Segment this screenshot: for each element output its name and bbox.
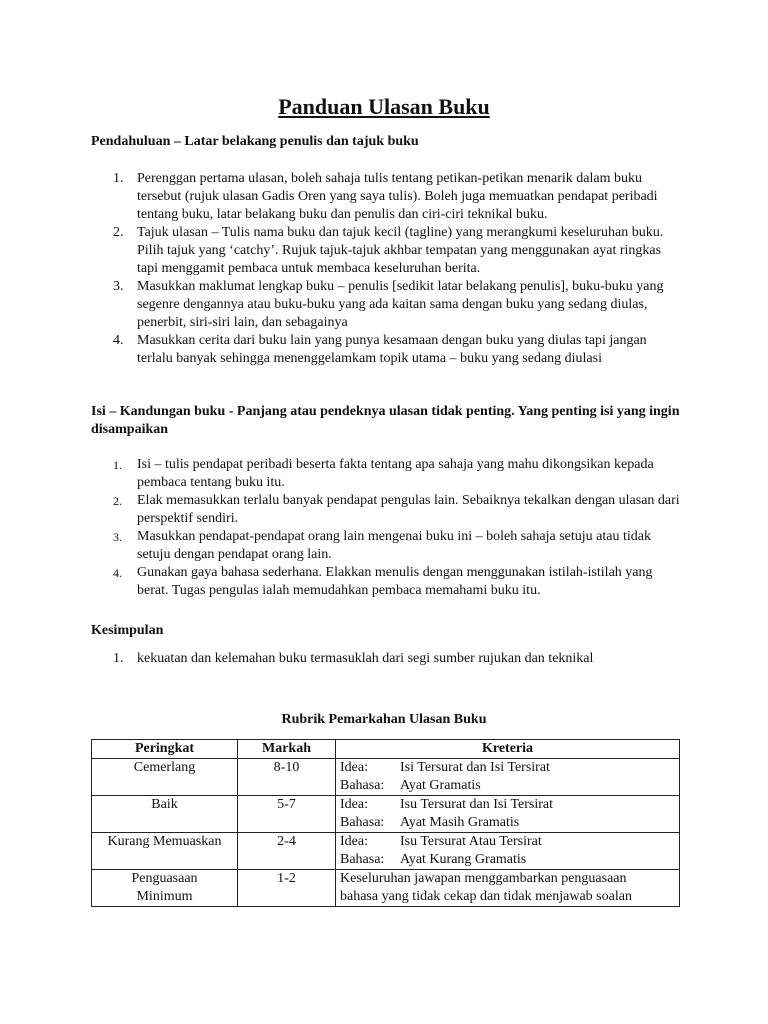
rubric-title: Rubrik Pemarkahan Ulasan Buku [281,712,487,727]
rubric-header-row [92,740,680,759]
row-marks: 1-2 [238,870,336,907]
table-row [92,870,680,907]
table-row [92,833,680,870]
pendahuluan-list [91,170,681,368]
list-item: 3. Masukkan pendapat-pendapat orang lain mengenai buku ini – boleh sahaja setuju atau tidak setuju dengan pendapat orang lain. [113,529,651,562]
table-row [92,759,680,796]
row-criteria: Idea: Isu Tersurat Atau Tersirat Bahasa: Ayat Kurang Gramatis [336,833,680,870]
section-heading-kesimpulan: Kesimpulan [91,623,164,638]
list-item: 1. kekuatan dan kelemahan buku termasuklah dari segi sumber rujukan dan teknikal [113,651,594,666]
row-level: Baik [92,796,238,833]
section-heading-pendahuluan: Pendahuluan – Latar belakang penulis dan tajuk buku [91,134,419,149]
header-kreteria: Kreteria [336,740,680,759]
list-item: 1. Isi – tulis pendapat peribadi beserta fakta tentang apa sahaja yang mahu dikongsikan kepada pembaca tentang buku itu. [113,457,654,490]
rubric-table [91,739,680,907]
row-criteria: Idea: Isi Tersurat dan Isi Tersirat Bahasa: Ayat Gramatis [336,759,680,796]
row-criteria: Keseluruhan jawapan menggambarkan penguasaan bahasa yang tidak cekap dan tidak menjawab soalan [336,870,680,907]
row-marks: 2-4 [238,833,336,870]
table-row [92,796,680,833]
list-item: 4. Masukkan cerita dari buku lain yang punya kesamaan dengan buku yang diulas tapi jangan terlalu banyak sehingga menenggelamkam topik utama – buku yang sedang diulasi [113,333,647,366]
isi-list [91,456,681,600]
header-peringkat: Peringkat [92,740,238,759]
row-level: Kurang Memuaskan [92,833,238,870]
kesimpulan-list [91,650,681,668]
list-item: 2. Elak memasukkan terlalu banyak pendapat pengulas lain. Sebaiknya tekalkan dengan ulasan dari perspektif sendiri. [113,493,680,526]
list-item: 3. Masukkan maklumat lengkap buku – penulis [sedikit latar belakang penulis], buku-buku yang segenre dengannya atau buku-buku yang ada kaitan sama dengan buku yang sedang diulas, penerbit, siri-siri lain, dan sebagainya [113,279,664,330]
row-marks: 8-10 [238,759,336,796]
row-criteria: Idea: Isu Tersurat dan Isi Tersirat Bahasa: Ayat Masih Gramatis [336,796,680,833]
document-title: Panduan Ulasan Buku [278,94,490,119]
header-markah: Markah [238,740,336,759]
row-level: Cemerlang [92,759,238,796]
list-item: 4. Gunakan gaya bahasa sederhana. Elakkan menulis dengan menggunakan istilah-istilah yang berat. Tugas pengulas ialah memudahkan pembaca memahami buku itu. [113,565,653,598]
row-level: Penguasaan Minimum [92,870,238,907]
list-item: 2. Tajuk ulasan – Tulis nama buku dan tajuk kecil (tagline) yang merangkumi keseluruhan buku. Pilih tajuk yang ‘catchy’. Rujuk tajuk-tajuk akhbar tempatan yang menggunakan ayat ringkas tapi menggamit pembaca untuk membaca keseluruhan berita. [113,225,664,276]
list-item: 1. Perenggan pertama ulasan, boleh sahaja tulis tentang petikan-petikan menarik dalam buku tersebut (rujuk ulasan Gadis Oren yang saya tulis). Boleh juga memuatkan pendapat peribadi tentang buku, latar belakang buku dan penulis dan ciri-ciri teknikal buku. [113,171,658,222]
section-heading-isi: Isi – Kandungan buku - Panjang atau pendeknya ulasan tidak penting. Yang penting isi yang ingin disampaikan [91,404,680,437]
row-marks: 5-7 [238,796,336,833]
